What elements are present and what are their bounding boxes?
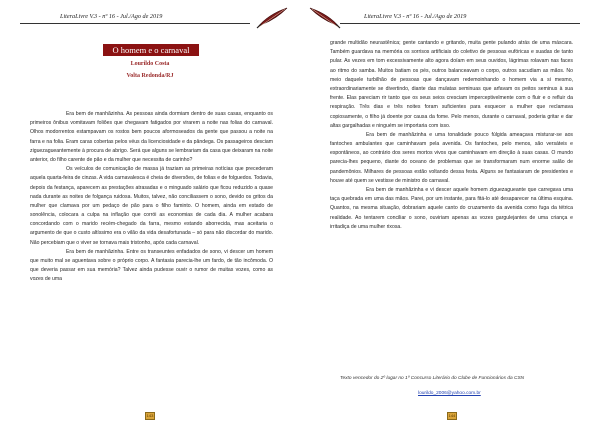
story-place: Volta Redonda/RJ xyxy=(126,73,174,79)
page-number: 143 xyxy=(146,413,154,418)
award-footnote: Texto vencedor do 2º lugar no 1º Concurso Literário do Clube de Funcionários da CSN xyxy=(340,376,525,381)
header-text: LiteraLivre V.3 - nº 16 - Jul./Ago de 2019 xyxy=(364,13,467,20)
quill-pen-icon xyxy=(255,6,289,30)
story-body-right xyxy=(330,39,573,232)
header-rule xyxy=(20,23,250,24)
paragraph: Era bem de manhãzinha. As pessoas ainda dormiam dentro de suas casas, enquanto os primeiros ônibus vomitavam foliões que chegavam fatigados por virarem a noite nas folias do carnaval. Olhos modorrentos estampavam os rostos bem poucos aformoseados da gente que passou a noite na farra e na folia. Eram caras cobertas pelos véus da licenciosidade e da pândega. Os passageiros desciam ziguezagueantemente à procura de abrigo. Será que alguns se lembrariam da casa que deixaram na noite anterior, do filho carente de pão e da mulher que necessita de carinho? xyxy=(30,111,273,163)
page-header xyxy=(300,6,600,26)
paragraph: Era bem de manhãzinha e vi descer aquele homem ziguezagueante que carregava uma taça quebrada em uma das mãos. Parei, por um instante, para fitá-lo até desaparecer na última esquina. Quantos, na mesma situação, dobrariam aquele canto do cruzamento da avenida como fuga da tétrica realidade. Ao tentarem conciliar o sono, ouviriam apenas as vozes gargulejantes de uma criança e irritadiça de uma mulher rixosa. xyxy=(330,187,573,230)
page-number: 144 xyxy=(448,413,456,418)
paragraph: Os veículos de comunicação de massa já traziam as primeiras notícias que precederam aquela quarta-feira de cinzas. A vida carnavalesca é cheia de diversões, de folias e de folguedos. Todavia, depois da festança, aparecem as prestações atrasadas e o minguado salário que ficou reduzido a quase nada durante as noites de folgança ruidosa. Muitos, talvez, não conciliassem o sono, devido os gritos da mulher que clamava por um pedaço de pão para o filho faminto. O homem, ainda em estado de sonolência, colocara a culpa na inflação que corrói as economias de cada dia. A mulher acabara concordando com o marido recém-chegado da farra, mesmo estando aborrecida, mas aceitaria o argumento de que o custo altíssimo era o vilão da vida desafortunada – só para não discordar do marido. Não percebiam que o viver se tornava mais tristonho, após cada carnaval. xyxy=(30,166,273,246)
right-page xyxy=(300,0,600,424)
page-header xyxy=(0,6,300,26)
author-email-link[interactable]: lourildo_2006@yahoo.com.br xyxy=(418,391,481,396)
quill-pen-icon xyxy=(308,6,342,30)
header-text: LiteraLivre V.3 - nº 16 - Jul./Ago de 2019 xyxy=(60,13,163,20)
paragraph: Era bem de manhãzinha. Entre os transeuntes enfadados de sono, vi descer um homem que muito mal se aguentava sobre o próprio corpo. A fantasia parecia-lhe um fardo, de tão incômoda. O que deveria passar em sua memória? Talvez ainda pudesse ouvir o rumor de muitas vozes, como as vozes de uma xyxy=(30,248,273,283)
paragraph: grande multidão neurastênica; gente cantando e gritando, muita gente pulando atrás de uma máscara. Também guardava na memória os sorrisos artificiais do coletivo de pessoas eufóricas e suadas de tanto pular. As vezes em tom excessivamente alto agora doíam em seus ouvidos, lágrimas rolavam nas faces ao ritmo do samba. Muitos batiam os pés, outros balanceavam o corpo, outros sacudiam as mãos. No meio daquele turbilhão de pessoas que dançavam redemoinhando o homem via a si mesmo, extraordinariamente se divertindo, diante das mulatas seminuas que arfavam os peitos seminus à sua frente. Elas pareciam rir tanto que os seus seios cresciam imperceptivelmente com o fluir e o refluir da respiração. Três dias e três noites foram suficientes para esquecer a mulher que reclamava copiosamente, o filho já doente por causa da fome. Pelo menos, durante o carnaval, poderia gritar e dar altas gargalhadas e ninguém se importaria com isso. xyxy=(330,40,573,129)
paragraph: Era bem de manhãzinha e uma tonalidade pouco fúlgida ameaçava misturar-se aos fantoches ambulantes que caminhavam pela avenida. Os fantoches, pelo menos, são versáteis e espontâneos, ao contrário dos seres mortos vivos que caminhavam em direção à suas casas. O mundo parecia-lhes pequeno, diante do oceano de problemas que se transformaram num enorme salão de pandemônios. Milhares de pessoas estão voltando dessa festa. Alguns se fantasiaram de presidentes e houve até quem se vestisse de ministro do carnaval. xyxy=(330,131,573,184)
story-title: O homem e o carnaval xyxy=(103,44,199,56)
story-author: Lourildo Costa xyxy=(130,61,170,67)
header-rule xyxy=(340,23,580,24)
story-body-left xyxy=(30,110,273,285)
